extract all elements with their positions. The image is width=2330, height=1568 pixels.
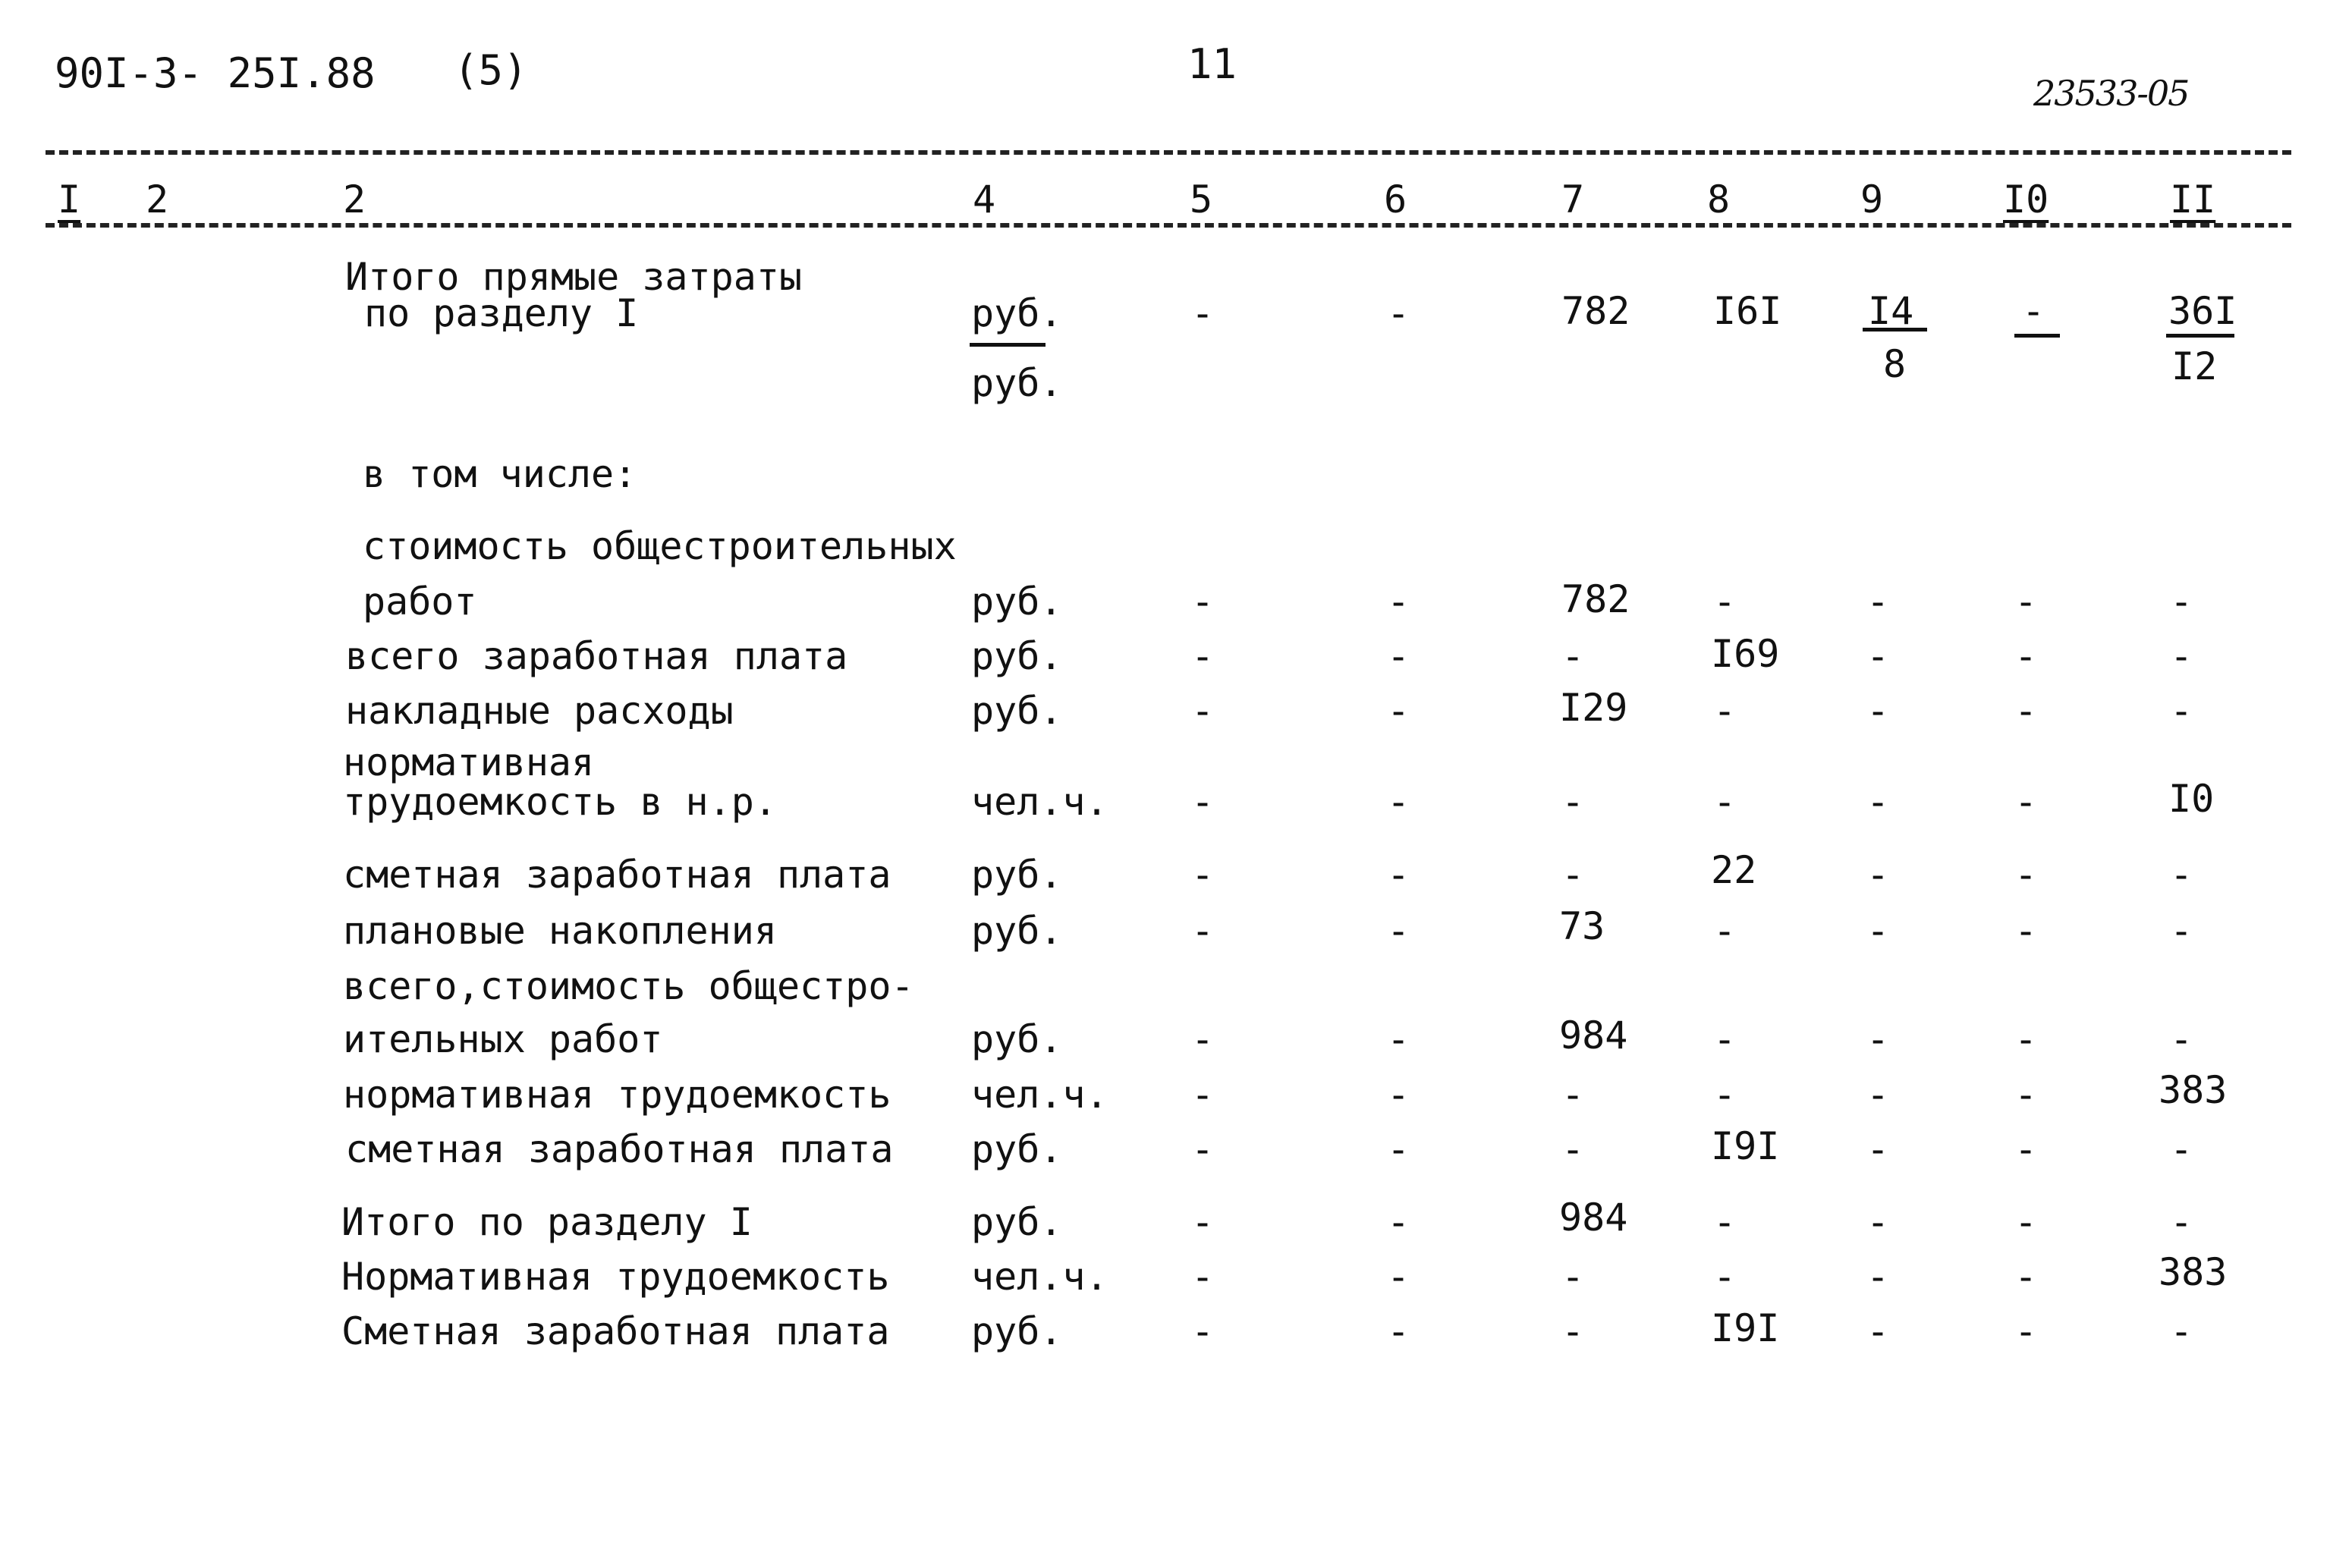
col-header-10: I0 [2003,178,2049,222]
row-label-line1: накладные расходы [345,689,734,733]
row-col5: - [1191,1127,1215,1171]
summary-col6: - [1387,291,1410,335]
summary-col5: - [1191,291,1215,335]
summary-label-line1: Итого прямые затраты [345,255,803,299]
row-col11: - [2170,909,2193,953]
row-label-line1: Итого по разделу I [341,1200,753,1244]
row-col5: - [1191,689,1215,733]
row-col6: - [1387,1255,1410,1299]
row-col8: - [1713,1017,1737,1061]
row-label-line2: ительных работ [343,1017,663,1061]
row-col5: - [1191,1255,1215,1299]
row-col10: - [2014,909,2038,953]
summary-unit-bottom: руб. [971,361,1063,405]
document-code: 90I-3- 25I.88 [55,49,376,97]
row-col5: - [1191,1309,1215,1353]
row-col7: - [1561,1309,1585,1353]
row-col6: - [1387,1017,1410,1061]
sheet-part: (5) [454,46,528,94]
row-col11: - [2170,689,2193,733]
row-col9: - [1866,634,1890,678]
row-col9: - [1866,780,1890,824]
row-col7: - [1561,1127,1585,1171]
row-col7: I29 [1559,686,1628,730]
row-col5: - [1191,1073,1215,1117]
row-col6: - [1387,580,1410,624]
row-col10: - [2014,1017,2038,1061]
row-col6: - [1387,909,1410,953]
row-unit: руб. [971,1127,1063,1171]
section-note: в том числе: [363,452,637,496]
row-unit: руб. [971,634,1063,678]
row-col11: - [2170,1309,2193,1353]
summary-label-line2: по разделу I [364,291,639,335]
row-label-line1: всего заработная плата [345,634,848,678]
row-unit: руб. [971,1017,1063,1061]
summary-col7: 782 [1561,289,1630,333]
unit-fraction-line [970,343,1046,347]
row-col11: - [2170,1017,2193,1061]
row-col8: - [1713,780,1737,824]
row-col5: - [1191,909,1215,953]
header-top-rule [46,150,2291,155]
row-col6: - [1387,634,1410,678]
row-col8: - [1713,1200,1737,1244]
row-col11: - [2170,634,2193,678]
row-col10: - [2014,853,2038,897]
col-header-7: 7 [1561,178,1585,222]
row-col9: - [1866,1255,1890,1299]
summary-col11-top: 36I [2168,289,2237,333]
row-col8: I9I [1711,1124,1780,1168]
row-col6: - [1387,689,1410,733]
row-col9: - [1866,1127,1890,1171]
row-unit: руб. [971,1309,1063,1353]
row-col8: I9I [1711,1306,1780,1350]
row-label-line1: нормативная трудоемкость [343,1073,891,1117]
row-unit: руб. [971,909,1063,953]
row-col8: - [1713,1255,1737,1299]
row-col10: - [2014,689,2038,733]
row-col11: - [2170,1200,2193,1244]
row-col10: - [2014,780,2038,824]
row-col11: 383 [2159,1068,2228,1112]
row-col8: - [1713,909,1737,953]
row-col7: - [1561,780,1585,824]
row-col7: - [1561,1255,1585,1299]
row-label-line1: плановые накопления [343,909,777,953]
col-header-1: I [58,178,81,222]
row-col7: 73 [1559,904,1605,948]
row-label-line1: всего,стоимость общестро- [343,964,914,1008]
row-col8: 22 [1711,848,1757,892]
col11-fraction-line [2166,334,2234,338]
row-col10: - [2014,580,2038,624]
row-col10: - [2014,1073,2038,1117]
row-col9: - [1866,909,1890,953]
col-header-9: 9 [1860,178,1884,222]
row-col6: - [1387,780,1410,824]
header-bottom-rule [46,223,2291,228]
row-unit: чел.ч. [971,780,1108,824]
row-col9: - [1866,1309,1890,1353]
row-col10: - [2014,1255,2038,1299]
summary-col10: - [2022,289,2045,333]
row-col10: - [2014,634,2038,678]
row-col9: - [1866,1200,1890,1244]
row-col9: - [1866,1017,1890,1061]
row-col11: 383 [2159,1250,2228,1294]
row-col9: - [1866,1073,1890,1117]
row-unit: чел.ч. [971,1073,1108,1117]
row-col11: - [2170,1127,2193,1171]
summary-col11-bottom: I2 [2171,344,2218,388]
row-col7: 984 [1559,1013,1628,1057]
row-col6: - [1387,853,1410,897]
row-label-line1: Сметная заработная плата [341,1309,890,1353]
row-col5: - [1191,1017,1215,1061]
col10-fraction-line [2014,334,2060,338]
row-col5: - [1191,634,1215,678]
row-col9: - [1866,689,1890,733]
row-col10: - [2014,1127,2038,1171]
row-col6: - [1387,1200,1410,1244]
row-unit: руб. [971,1200,1063,1244]
row-label-line1: Нормативная трудоемкость [341,1255,890,1299]
row-col8: - [1713,580,1737,624]
row-label-line1: нормативная [343,740,595,784]
col9-fraction-line [1863,328,1927,332]
row-col8: I69 [1711,632,1780,676]
row-unit: руб. [971,580,1063,624]
row-label-line2: трудоемкость в н.р. [343,780,777,824]
row-unit: руб. [971,689,1063,733]
row-col7: - [1561,634,1585,678]
row-label-line1: сметная заработная плата [343,853,891,897]
summary-col8: I6I [1713,289,1782,333]
summary-col9-top: I4 [1868,289,1914,333]
col-header-4: 4 [973,178,996,222]
col-header-5: 5 [1190,178,1213,222]
row-col7: - [1561,853,1585,897]
row-unit: чел.ч. [971,1255,1108,1299]
row-col7: - [1561,1073,1585,1117]
row-label-line1: сметная заработная плата [345,1127,894,1171]
row-col6: - [1387,1073,1410,1117]
summary-unit-top: руб. [971,291,1063,335]
row-col11: - [2170,580,2193,624]
col-header-6: 6 [1384,178,1407,222]
summary-col9-bottom: 8 [1883,342,1907,386]
row-col5: - [1191,780,1215,824]
page-number: 11 [1187,40,1237,88]
row-col6: - [1387,1309,1410,1353]
row-unit: руб. [971,853,1063,897]
archive-stamp-number: 23533-05 [2033,73,2189,114]
row-col10: - [2014,1200,2038,1244]
row-col7: 782 [1561,577,1630,621]
row-col5: - [1191,1200,1215,1244]
row-label-line1: стоимость общестроительных [363,524,957,568]
row-col5: - [1191,853,1215,897]
row-col9: - [1866,580,1890,624]
col-header-2: 2 [146,178,169,222]
row-col9: - [1866,853,1890,897]
row-col11: I0 [2168,777,2215,821]
row-col7: 984 [1559,1196,1628,1240]
row-col8: - [1713,1073,1737,1117]
col-header-11: II [2170,178,2216,222]
row-col6: - [1387,1127,1410,1171]
row-col11: - [2170,853,2193,897]
row-col10: - [2014,1309,2038,1353]
row-label-line2: работ [363,580,477,624]
col-header-8: 8 [1707,178,1731,222]
row-col8: - [1713,689,1737,733]
row-col5: - [1191,580,1215,624]
col-header-3: 2 [343,178,366,222]
